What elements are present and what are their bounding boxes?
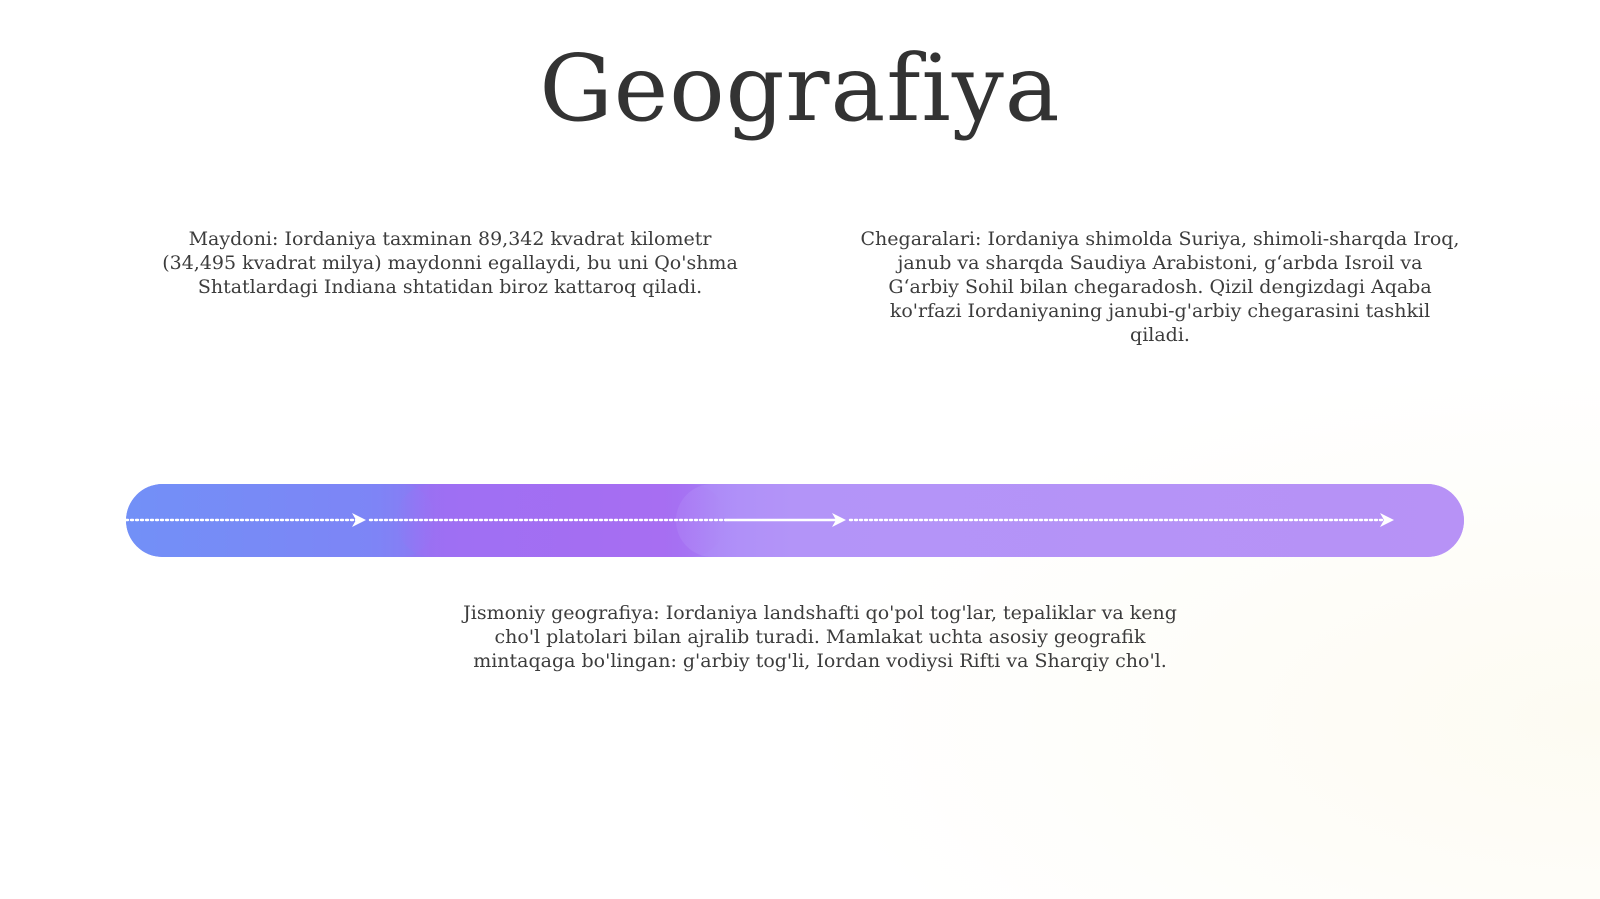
area-text: Maydoni: Iordaniya taxminan 89,342 kvadrat kilometr (34,495 kvadrat milya) maydonni egallaydi, bu uni Qo'shma Shtatlardagi Indiana shtatidan biroz kattaroq qiladi.	[162, 228, 738, 298]
timeline	[126, 484, 1464, 557]
physical-geography-text: Jismoniy geografiya: Iordaniya landshafti qo'pol tog'lar, tepaliklar va keng cho'l platolari bilan ajralib turadi. Mamlakat uchta asosiy geografik mintaqaga bo'lingan: g'arbiy tog'li, Iordan vodiysi Rifti va Sharqiy cho'l.	[463, 602, 1177, 672]
borders-text: Chegaralari: Iordaniya shimolda Suriya, shimoli-sharqda Iroq, janub va sharqda Saudiya Arabistoni, g‘arbda Isroil va G‘arbiy Sohil bilan chegaradosh. Qizil dengizdagi Aqaba ko'rfazi Iordaniyaning janubi-g'arbiy chegarasini tashkil qiladi.	[860, 228, 1460, 346]
timeline-arrows	[126, 484, 1464, 557]
slide-title: Geografiya	[539, 35, 1061, 142]
